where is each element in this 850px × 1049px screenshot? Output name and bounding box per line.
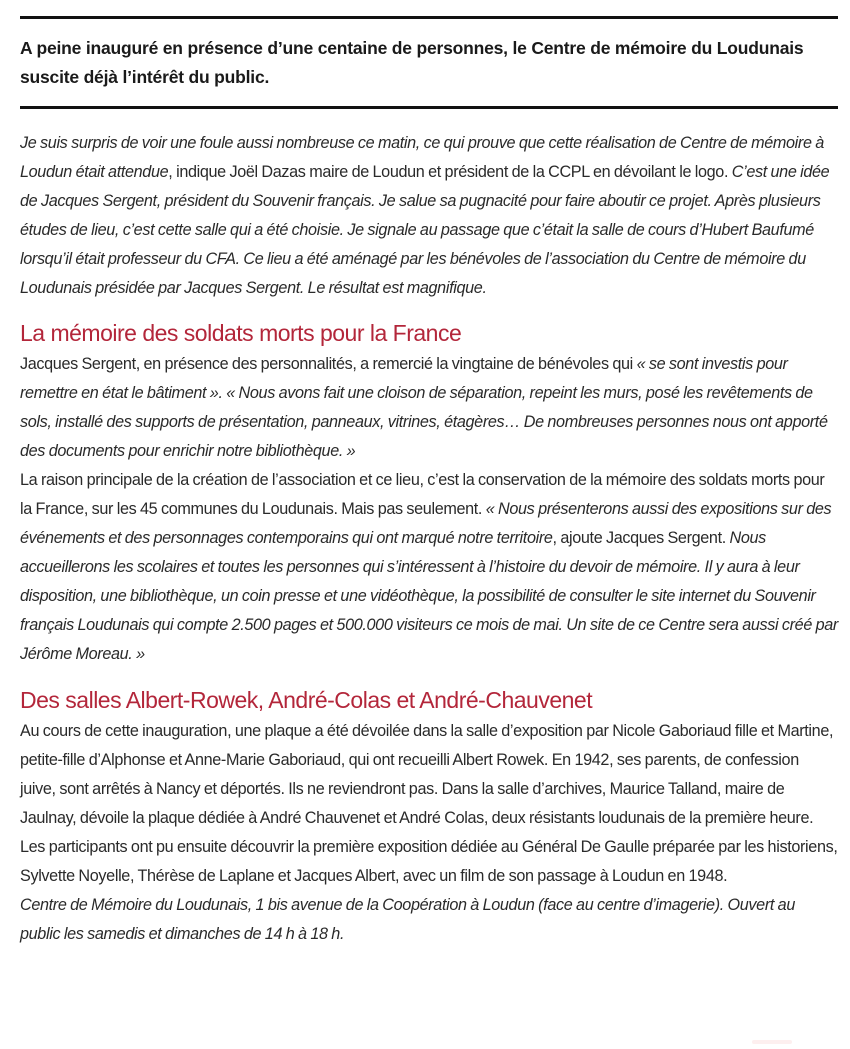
text-run: La raison principale de la création de l’association et ce lieu, c’est la conservation de la mémoire des soldats morts pour la France, sur les 45 communes du Loudunais. Mais pas seulement. bbox=[20, 471, 825, 518]
quote-run: « se sont investis pour remettre en état le bâtiment ». « Nous avons fait une cloison de séparation, repeint les murs, posé les revêtements de sols, installé des supports de présentation, panneaux, vitrines, étagères… De nombreuses personnes nous ont apporté des documents pour enrichir notre bibliothèque. » bbox=[20, 355, 828, 460]
quote-run: « Nous présenterons aussi des expositions sur des événements et des personnages contemporains qui ont marqué notre territoire bbox=[20, 500, 832, 547]
bottom-rule bbox=[20, 106, 838, 109]
section-2-paragraph-2 bbox=[20, 833, 838, 891]
intro-paragraph bbox=[20, 129, 838, 303]
decorative-mark bbox=[752, 1040, 792, 1044]
intro-attribution: , indique Joël Dazas maire de Loudun et président de la CCPL en dévoilant le logo. bbox=[168, 163, 732, 181]
text-run: Les participants ont pu ensuite découvrir la première exposition dédiée au Général De Gaulle préparée par les historiens, Sylvette Noyelle, Thérèse de Laplane et Jacques Albert, avec un film de son passage à Loudun en 1948. bbox=[20, 838, 838, 885]
text-run: Jacques Sergent, en présence des personnalités, a remercié la vingtaine de bénévoles qui bbox=[20, 355, 637, 373]
text-run: , ajoute Jacques Sergent. bbox=[552, 529, 730, 547]
section-heading-memoire: La mémoire des soldats morts pour la France bbox=[20, 320, 462, 346]
intro-quote-2: C’est une idée de Jacques Sergent, président du Souvenir français. Je salue sa pugnacité pour faire aboutir ce projet. Après plusieurs études de lieu, c’est cette salle qui a été choisie. Je signale au passage que c’était la salle de cours d’Hubert Baufumé lorsqu’il était professeur du CFA. Ce lieu a été aménagé par les bénévoles de l’association du Centre de mémoire du Loudunais présidée par Jacques Sergent. Le résultat est magnifique. bbox=[20, 163, 830, 297]
intro-quote-1: Je suis surpris de voir une foule aussi nombreuse ce matin, ce qui prouve que cette réalisation de Centre de mémoire à Loudun était attendue bbox=[20, 134, 824, 181]
section-1-paragraph-1 bbox=[20, 350, 838, 466]
quote-run: Nous accueillerons les scolaires et toutes les personnes qui s’intéressent à l’histoire du devoir de mémoire. Il y aura à leur disposition, une bibliothèque, un coin presse et une vidéothèque, la possibilité de consulter le site internet du Souvenir français Loudunais qui compte 2.500 pages et 500.000 visiteurs ce mois de mai. Un site de ce Centre sera aussi créé par Jérôme Moreau. » bbox=[20, 529, 838, 663]
section-1-paragraph-2 bbox=[20, 466, 838, 669]
section-2-paragraph-1 bbox=[20, 717, 838, 833]
text-run: Au cours de cette inauguration, une plaque a été dévoilée dans la salle d’exposition par Nicole Gaboriaud fille et Martine, petite-fille d’Alphonse et Anne-Marie Gaboriaud, qui ont recueilli Albert Rowek. En 1942, ses parents, de confession juive, sont arrêtés à Nancy et déportés. Ils ne reviendront pas. Dans la salle d’archives, Maurice Talland, maire de Jaulnay, dévoile la plaque dédiée à André Chauvenet et André Colas, deux résistants loudunais de la première heure. bbox=[20, 722, 834, 827]
section-heading-salles: Des salles Albert-Rowek, André-Colas et André-Chauvenet bbox=[20, 687, 593, 713]
practical-info-text: Centre de Mémoire du Loudunais, 1 bis avenue de la Coopération à Loudun (face au centre d’imagerie). Ouvert au public les samedis et dimanches de 14 h à 18 h. bbox=[20, 896, 795, 943]
article-lede: A peine inauguré en présence d’une centaine de personnes, le Centre de mémoire du Loudunais suscite déjà l’intérêt du public. bbox=[20, 38, 804, 87]
practical-info-paragraph bbox=[20, 891, 838, 949]
article bbox=[20, 0, 838, 949]
